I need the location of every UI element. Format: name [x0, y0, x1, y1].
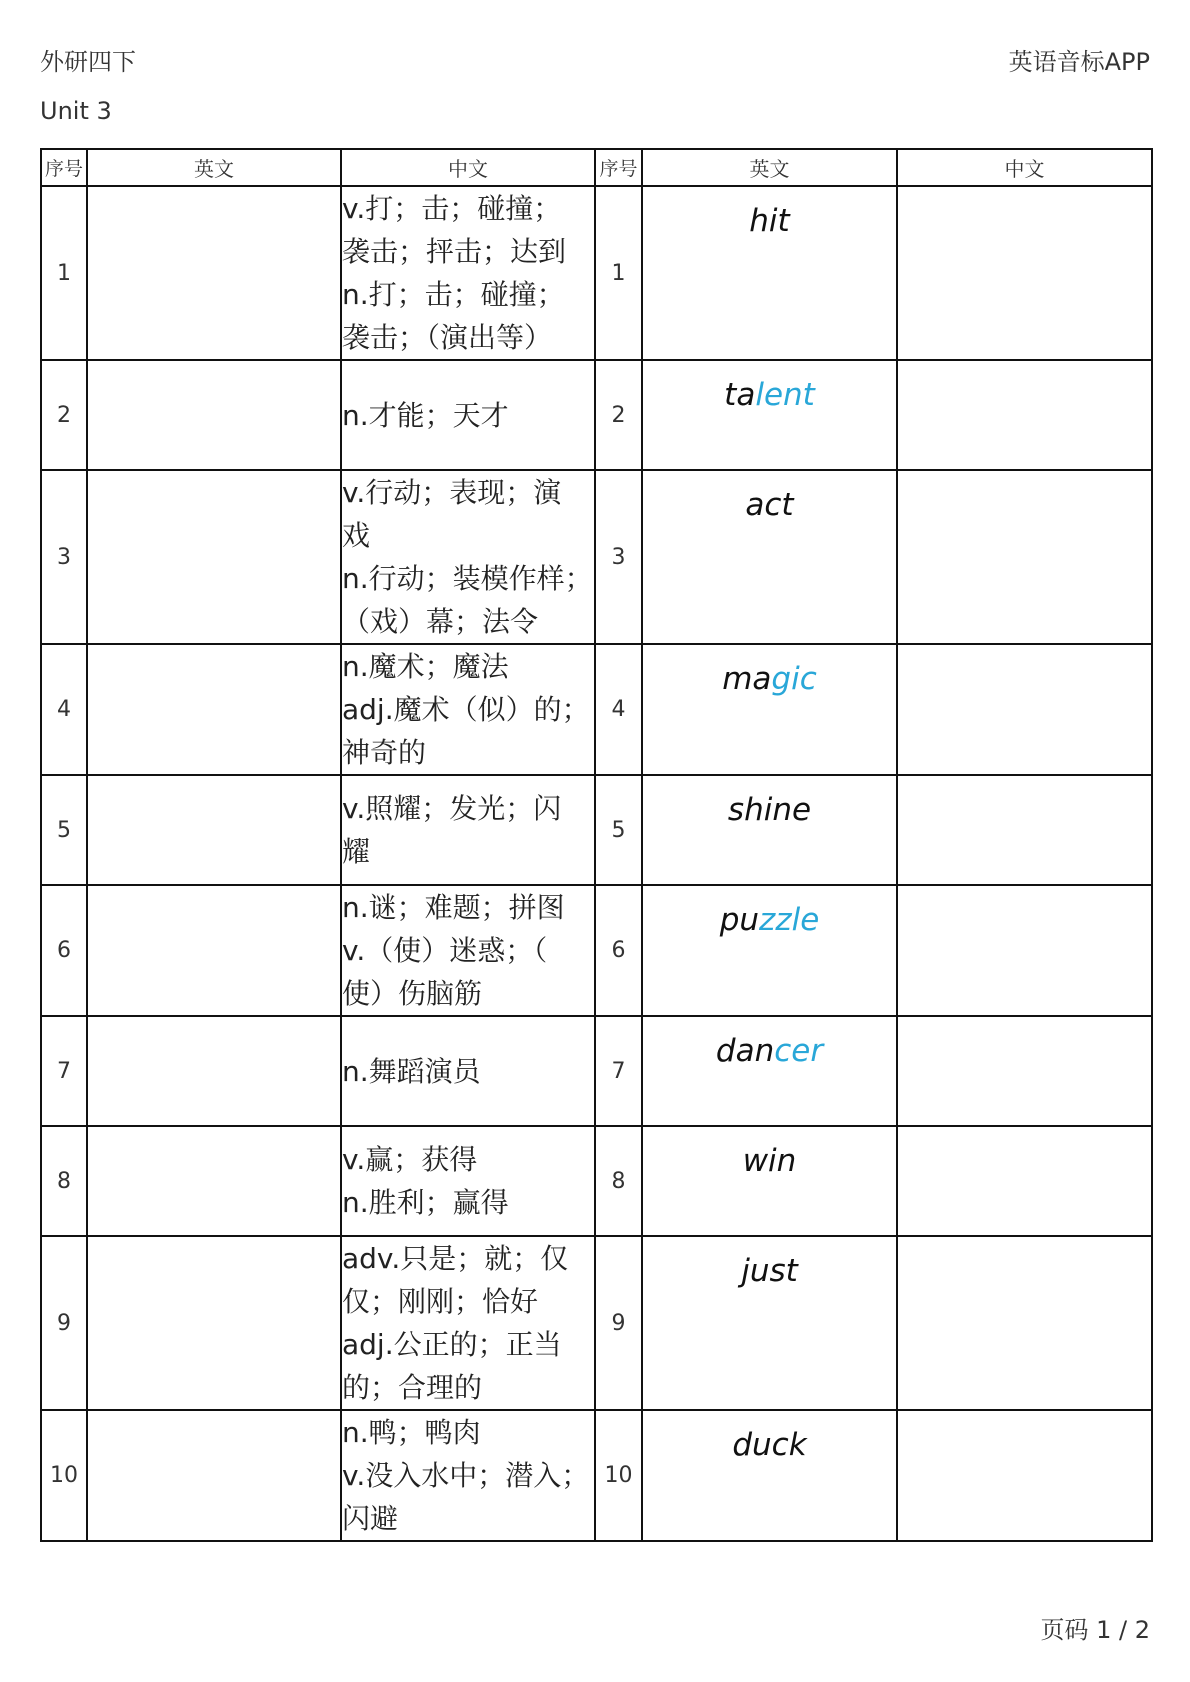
chinese-meaning-line: 耀 — [342, 835, 371, 868]
word-highlight-part: zzle — [759, 902, 820, 938]
chinese-meaning-cell — [341, 1236, 595, 1410]
word-main-part: act — [745, 487, 794, 523]
table-row — [41, 1126, 1152, 1236]
chinese-meaning-line: v.（使）迷惑；（ — [342, 934, 548, 967]
row-number-left: 5 — [41, 775, 87, 885]
english-word-cell — [642, 470, 897, 644]
header-right: 英语音标APP — [1008, 48, 1150, 76]
row-number-right: 5 — [595, 775, 642, 885]
chinese-blank-cell — [897, 1236, 1152, 1410]
table-header-row — [41, 149, 1152, 186]
row-number-right: 4 — [595, 644, 642, 775]
chinese-meaning-cell — [341, 775, 595, 885]
english-word-cell — [642, 1236, 897, 1410]
table-row — [41, 1236, 1152, 1410]
row-number-left: 4 — [41, 644, 87, 775]
english-word-cell — [642, 644, 897, 775]
header-english-right: 英文 — [642, 149, 897, 186]
header-chinese-left: 中文 — [341, 149, 595, 186]
chinese-meaning-line: v.行动；表现；演 — [342, 476, 562, 509]
chinese-blank-cell — [897, 1410, 1152, 1541]
chinese-meaning-cell — [341, 1410, 595, 1541]
vocabulary-table — [40, 148, 1153, 1542]
english-blank-cell — [87, 360, 341, 470]
word-main-part: just — [741, 1253, 798, 1289]
row-number-right: 1 — [595, 186, 642, 360]
english-word — [643, 792, 896, 828]
chinese-meaning-line: 使）伤脑筋 — [342, 977, 483, 1010]
row-number-left: 10 — [41, 1410, 87, 1541]
chinese-blank-cell — [897, 360, 1152, 470]
chinese-meaning-line: n.打；击；碰撞； — [342, 278, 565, 311]
chinese-meaning-line: 的；合理的 — [342, 1371, 483, 1404]
english-word-cell — [642, 1016, 897, 1126]
row-number-left: 3 — [41, 470, 87, 644]
chinese-blank-cell — [897, 1016, 1152, 1126]
word-main-part: dan — [715, 1033, 775, 1069]
word-highlight-part: gic — [771, 661, 817, 697]
chinese-blank-cell — [897, 470, 1152, 644]
row-number-right: 2 — [595, 360, 642, 470]
chinese-meaning-cell — [341, 1016, 595, 1126]
chinese-blank-cell — [897, 186, 1152, 360]
english-word — [643, 1033, 896, 1069]
word-main-part: win — [742, 1143, 797, 1179]
chinese-meaning-line: v.照耀；发光；闪 — [342, 792, 562, 825]
chinese-meaning-cell — [341, 360, 595, 470]
unit-title: Unit 3 — [40, 97, 112, 125]
word-main-part: hit — [749, 203, 790, 239]
header-left: 外研四下 — [40, 48, 136, 76]
chinese-meaning-line: n.舞蹈演员 — [342, 1054, 481, 1088]
chinese-meaning-line: adj.魔术（似）的； — [342, 693, 590, 726]
english-word — [643, 377, 896, 413]
chinese-meaning-cell — [341, 644, 595, 775]
page-number: 页码 1 / 2 — [1040, 1616, 1150, 1644]
header-number-right: 序号 — [595, 149, 642, 186]
english-word-cell — [642, 1410, 897, 1541]
row-number-left: 7 — [41, 1016, 87, 1126]
chinese-meaning-cell — [341, 885, 595, 1016]
chinese-meaning-line: （戏）幕；法令 — [342, 605, 539, 638]
chinese-blank-cell — [897, 644, 1152, 775]
chinese-meaning-line: n.谜；难题；拼图 — [342, 891, 565, 924]
chinese-meaning-line: v.没入水中；潜入； — [342, 1459, 590, 1492]
table-row — [41, 360, 1152, 470]
table-row — [41, 1410, 1152, 1541]
english-word — [643, 487, 896, 523]
chinese-meaning-line: n.行动；装模作样； — [342, 562, 593, 595]
row-number-left: 9 — [41, 1236, 87, 1410]
row-number-left: 8 — [41, 1126, 87, 1236]
row-number-right: 3 — [595, 470, 642, 644]
chinese-meaning-line: 袭击；抨击；达到 — [342, 235, 567, 268]
chinese-meaning-line: 神奇的 — [342, 736, 427, 769]
header-chinese-right: 中文 — [897, 149, 1152, 186]
word-highlight-part: lent — [755, 377, 815, 413]
english-word — [643, 1253, 896, 1289]
table-row — [41, 644, 1152, 775]
chinese-meaning-line: n.胜利；赢得 — [342, 1186, 509, 1219]
row-number-left: 6 — [41, 885, 87, 1016]
chinese-meaning-line: adv.只是；就；仅 — [342, 1242, 569, 1275]
word-main-part: shine — [727, 792, 812, 828]
chinese-meaning-line: 闪避 — [342, 1502, 399, 1535]
chinese-meaning-line: n.才能；天才 — [342, 398, 509, 432]
word-highlight-part: cer — [774, 1033, 824, 1069]
row-number-right: 8 — [595, 1126, 642, 1236]
english-word — [643, 902, 896, 938]
row-number-right: 10 — [595, 1410, 642, 1541]
chinese-meaning-line: v.赢；获得 — [342, 1143, 478, 1176]
english-word-cell — [642, 775, 897, 885]
table-row — [41, 775, 1152, 885]
row-number-right: 6 — [595, 885, 642, 1016]
english-word-cell — [642, 885, 897, 1016]
word-main-part: ta — [724, 377, 756, 413]
chinese-blank-cell — [897, 885, 1152, 1016]
english-blank-cell — [87, 1126, 341, 1236]
table-row — [41, 470, 1152, 644]
table-row — [41, 186, 1152, 360]
chinese-blank-cell — [897, 1126, 1152, 1236]
row-number-left: 2 — [41, 360, 87, 470]
chinese-meaning-line: v.打；击；碰撞； — [342, 192, 562, 225]
english-word — [643, 1427, 896, 1463]
table-row — [41, 885, 1152, 1016]
chinese-meaning-line: n.鸭；鸭肉 — [342, 1416, 481, 1449]
english-blank-cell — [87, 775, 341, 885]
word-main-part: ma — [722, 661, 772, 697]
chinese-blank-cell — [897, 775, 1152, 885]
table-row — [41, 1016, 1152, 1126]
english-word-cell — [642, 360, 897, 470]
english-word — [643, 1143, 896, 1179]
english-word-cell — [642, 1126, 897, 1236]
chinese-meaning-cell — [341, 1126, 595, 1236]
chinese-meaning-cell — [341, 470, 595, 644]
word-main-part: duck — [732, 1427, 807, 1463]
chinese-meaning-line: adj.公正的；正当 — [342, 1328, 562, 1361]
table-body — [41, 186, 1152, 1541]
english-blank-cell — [87, 885, 341, 1016]
english-blank-cell — [87, 1016, 341, 1126]
english-word-cell — [642, 186, 897, 360]
chinese-meaning-cell — [341, 186, 595, 360]
english-blank-cell — [87, 470, 341, 644]
header-number-left: 序号 — [41, 149, 87, 186]
english-blank-cell — [87, 1410, 341, 1541]
chinese-meaning-line: 袭击；（演出等） — [342, 321, 553, 354]
chinese-meaning-line: 仅；刚刚；恰好 — [342, 1285, 539, 1318]
english-word — [643, 661, 896, 697]
english-blank-cell — [87, 1236, 341, 1410]
english-blank-cell — [87, 644, 341, 775]
chinese-meaning-line: 戏 — [342, 519, 371, 552]
chinese-meaning-line: n.魔术；魔法 — [342, 650, 509, 683]
word-main-part: pu — [719, 902, 760, 938]
header-english-left: 英文 — [87, 149, 341, 186]
row-number-right: 7 — [595, 1016, 642, 1126]
english-word — [643, 203, 896, 239]
row-number-left: 1 — [41, 186, 87, 360]
row-number-right: 9 — [595, 1236, 642, 1410]
english-blank-cell — [87, 186, 341, 360]
